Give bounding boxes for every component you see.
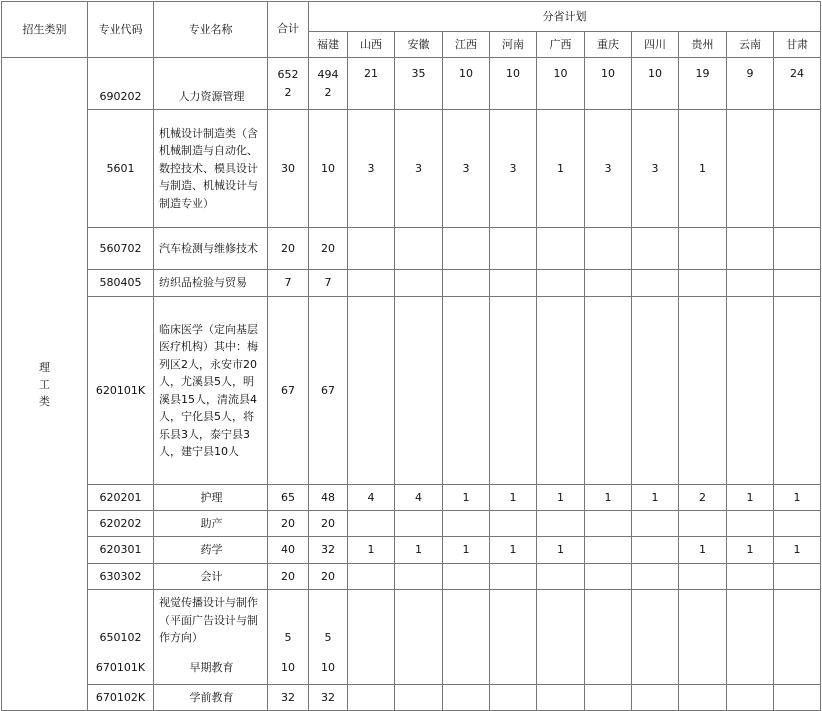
row-cell [395,511,443,537]
row-cell [585,564,632,590]
table-row [2,564,821,590]
row-cell [679,297,727,485]
row-code: 5601 [88,110,154,228]
row-cell [490,270,537,297]
row-cell: 32 [309,685,348,711]
row-cell: 1 [774,485,821,511]
row-cell: 3 [443,110,490,228]
row-cell [348,270,395,297]
province-total: 10 [443,58,490,110]
row-cell [395,590,443,685]
row-cell [585,537,632,564]
table-row [2,297,821,485]
row-code: 670102K [88,685,154,711]
row-cell [443,297,490,485]
row-cell [679,511,727,537]
province-header: 甘肃 [774,32,821,58]
row-code: 560702 [88,228,154,270]
row-name: 机械设计制造类（含机械制造与自动化、数控技术、模具设计与制造、机械设计与制造专业） [154,110,268,228]
row-cell: 20 [309,564,348,590]
row-name: 会计 [154,564,268,590]
row-total: 65 [268,485,309,511]
row-total: 5 [268,590,309,651]
row-cell: 4 [348,485,395,511]
header-total: 合计 [268,2,309,58]
row-cell [490,511,537,537]
row-cell [727,590,774,685]
row-cell: 1 [490,537,537,564]
row-cell [727,685,774,711]
row-cell [774,511,821,537]
row-cell [774,685,821,711]
row-cell [632,537,679,564]
row-code: 620202 [88,511,154,537]
row-code: 620201 [88,485,154,511]
row-name: 临床医学（定向基层医疗机构）其中：梅列区2人，永安市20人，尤溪县5人，明溪县15人，清流县4人，宁化县5人，将乐县3人，泰宁县3人，建宁县10人 [154,297,268,485]
row-cell [490,564,537,590]
row-total: 20 [268,564,309,590]
row-cell [679,270,727,297]
row-code: 630302 [88,564,154,590]
province-header: 四川 [632,32,679,58]
row-code: 670101K [88,651,154,685]
province-header: 安徽 [395,32,443,58]
row-name: 学前教育 [154,685,268,711]
table-row [2,110,821,228]
row-total: 20 [268,511,309,537]
row-cell: 2 [679,485,727,511]
province-header: 重庆 [585,32,632,58]
province-total: 19 [679,58,727,110]
province-total: 35 [395,58,443,110]
table-row [2,228,821,270]
table-row [2,485,821,511]
row-cell [727,297,774,485]
row-cell [727,228,774,270]
row-name: 人力资源管理 [154,58,268,110]
row-name: 视觉传播设计与制作（平面广告设计与制作方向） [154,590,268,651]
row-cell [632,590,679,685]
row-cell: 48 [309,485,348,511]
row-total: 20 [268,228,309,270]
row-cell [632,297,679,485]
row-cell [443,590,490,685]
province-total: 10 [585,58,632,110]
row-cell [632,511,679,537]
row-cell: 1 [443,485,490,511]
row-cell: 1 [537,110,585,228]
row-cell [443,685,490,711]
row-cell [585,297,632,485]
table-row [2,511,821,537]
category-label: 理 工 类 [39,360,50,408]
row-cell: 1 [679,110,727,228]
row-cell: 7 [309,270,348,297]
header-code: 专业代码 [88,2,154,58]
row-cell [774,270,821,297]
row-cell [490,297,537,485]
row-cell: 3 [395,110,443,228]
row-code: 580405 [88,270,154,297]
row-cell [348,685,395,711]
row-total: 32 [268,685,309,711]
row-cell [585,590,632,685]
row-cell [490,685,537,711]
row-cell [585,270,632,297]
row-name: 早期教育 [154,651,268,685]
row-cell [443,270,490,297]
row-cell [679,685,727,711]
row-cell [395,685,443,711]
row-cell [348,564,395,590]
row-cell [585,511,632,537]
row-cell [774,564,821,590]
enrollment-plan-table [1,1,821,711]
row-total: 67 [268,297,309,485]
row-cell: 10 [309,110,348,228]
province-total: 21 [348,58,395,110]
province-header: 云南 [727,32,774,58]
row-cell [348,590,395,685]
row-cell: 20 [309,228,348,270]
province-header: 山西 [348,32,395,58]
grand-total: 652 2 [268,58,309,110]
row-cell [632,270,679,297]
province-header: 福建 [309,32,348,58]
row-total: 40 [268,537,309,564]
row-cell [395,270,443,297]
row-cell [727,270,774,297]
row-cell [443,564,490,590]
row-cell: 67 [309,297,348,485]
row-cell [632,685,679,711]
row-cell [679,564,727,590]
row-cell: 1 [348,537,395,564]
row-total: 7 [268,270,309,297]
row-cell [679,228,727,270]
row-cell [585,228,632,270]
row-name: 纺织品检验与贸易 [154,270,268,297]
province-total: 10 [537,58,585,110]
row-cell: 3 [632,110,679,228]
row-cell [585,685,632,711]
row-cell [774,590,821,685]
row-cell [727,110,774,228]
row-cell [537,590,585,685]
row-cell: 4 [395,485,443,511]
table-row [2,685,821,711]
row-cell [443,228,490,270]
row-name: 药学 [154,537,268,564]
row-name: 护理 [154,485,268,511]
row-cell: 1 [537,537,585,564]
row-cell: 1 [585,485,632,511]
row-cell: 3 [585,110,632,228]
row-cell: 1 [774,537,821,564]
row-cell [537,685,585,711]
province-total: 10 [490,58,537,110]
row-code: 690202 [88,58,154,110]
row-cell [490,590,537,685]
row-cell: 1 [727,485,774,511]
row-name: 汽车检测与维修技术 [154,228,268,270]
province-header: 贵州 [679,32,727,58]
header-name: 专业名称 [154,2,268,58]
table-row [2,537,821,564]
row-cell [774,110,821,228]
row-name: 助产 [154,511,268,537]
row-cell [443,511,490,537]
row-cell: 3 [490,110,537,228]
row-cell: 1 [443,537,490,564]
row-cell [537,228,585,270]
row-cell [727,511,774,537]
row-cell [537,511,585,537]
row-cell [395,228,443,270]
row-cell [774,297,821,485]
row-cell [537,564,585,590]
row-cell: 1 [727,537,774,564]
row-code: 650102 [88,590,154,651]
row-cell [632,564,679,590]
row-cell: 1 [679,537,727,564]
row-cell: 32 [309,537,348,564]
row-code: 620101K [88,297,154,485]
header-provinces-title: 分省计划 [309,2,821,32]
table-row [2,270,821,297]
row-cell: 1 [632,485,679,511]
row-cell [537,270,585,297]
row-cell [537,297,585,485]
row-cell [679,590,727,685]
row-cell: 20 [309,511,348,537]
row-cell [632,228,679,270]
row-cell [348,511,395,537]
row-cell [490,228,537,270]
category-cell [2,58,88,711]
row-cell: 5 [309,590,348,651]
row-cell [395,564,443,590]
header-category: 招生类别 [2,2,88,58]
province-header: 河南 [490,32,537,58]
row-total: 30 [268,110,309,228]
province-total: 24 [774,58,821,110]
row-cell [348,228,395,270]
province-header: 广西 [537,32,585,58]
row-cell: 1 [395,537,443,564]
row-cell [395,297,443,485]
row-total: 10 [268,651,309,685]
fujian-total: 494 2 [309,58,348,110]
row-cell [774,228,821,270]
row-cell: 1 [490,485,537,511]
row-cell: 10 [309,651,348,685]
row-cell [727,564,774,590]
row-cell [348,297,395,485]
table-row [2,590,821,651]
row-code: 620301 [88,537,154,564]
row-cell: 3 [348,110,395,228]
province-total: 9 [727,58,774,110]
province-header: 江西 [443,32,490,58]
province-total: 10 [632,58,679,110]
row-cell: 1 [537,485,585,511]
